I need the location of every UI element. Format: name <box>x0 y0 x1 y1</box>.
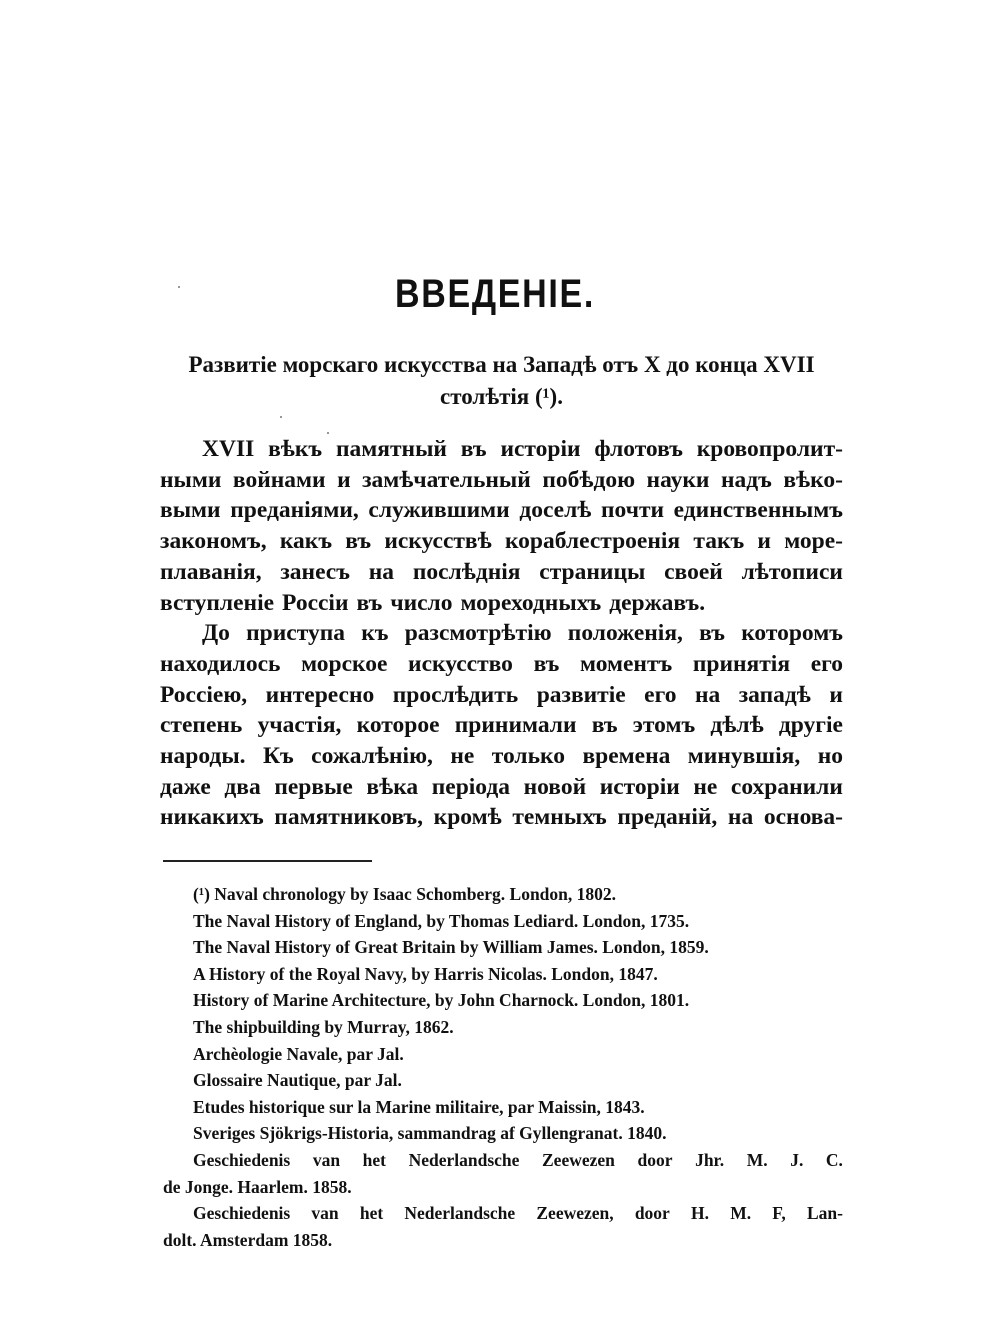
chapter-subtitle-line-2: столѣтія (¹). <box>440 384 563 409</box>
body-line: народы. Къ сожалѣнію, не только времена минувшія, но <box>160 743 843 769</box>
body-line: вступленіе Россіи въ число мореходныхъ державъ. <box>160 589 706 616</box>
body-line: никакихъ памятниковъ, кромѣ темныхъ преданій, на основа- <box>160 804 843 831</box>
footnote-line: de Jonge. Haarlem. 1858. <box>163 1176 352 1197</box>
body-line: закономъ, какъ въ искусствѣ кораблестроенія такъ и море- <box>160 528 843 555</box>
footnote-line: Archèologie Navale, par Jal. <box>193 1043 404 1064</box>
footnote-line: Etudes historique sur la Marine militaire, par Maissin, 1843. <box>193 1096 645 1117</box>
body-line: даже два первые вѣка періода новой исторіи не сохранили <box>160 773 843 800</box>
scan-speck <box>327 432 329 434</box>
body-line: Россіею, интересно прослѣдить развитіе его на западѣ и <box>160 681 843 708</box>
footnote-line: Glossaire Nautique, par Jal. <box>193 1070 402 1091</box>
footnote-line: (¹) Naval chronology by Isaac Schomberg. London, 1802. <box>193 884 617 904</box>
body-line: находилось морское искусство въ моментъ принятія его <box>160 650 843 677</box>
footnote-line: Geschiedenis van het Nederlandsche Zeewezen, door H. M. F, Lan- <box>193 1203 843 1224</box>
footnote-line: The Naval History of England, by Thomas Lediard. London, 1735. <box>193 910 690 931</box>
footnote-line: The Naval History of Great Britain by William James. London, 1859. <box>193 937 709 958</box>
chapter-heading: ВВЕДЕНІЕ. <box>394 272 596 316</box>
footnote-line: Sveriges Sjökrigs-Historia, sammandrag af Gyllengranat. 1840. <box>193 1123 667 1144</box>
footnote-line: History of Marine Architecture, by John Charnock. London, 1801. <box>193 990 690 1011</box>
body-line: выми преданіями, служившими доселѣ почти единственнымъ <box>160 497 843 524</box>
scan-speck <box>280 416 282 418</box>
body-line: ными войнами и замѣчательный побѣдою науки надъ вѣко- <box>160 466 843 493</box>
footnote-line: A History of the Royal Navy, by Harris Nicolas. London, 1847. <box>193 963 658 984</box>
body-line: плаванія, занесъ на послѣднія страницы своей лѣтописи <box>160 558 843 585</box>
footnote-line: dolt. Amsterdam 1858. <box>163 1229 333 1250</box>
body-line: До приступа къ разсмотрѣтію положенія, въ которомъ <box>202 620 843 647</box>
footnote-divider <box>163 860 372 862</box>
footnote-line: Geschiedenis van het Nederlandsche Zeewezen door Jhr. M. J. C. <box>193 1150 843 1170</box>
body-line: XVII вѣкъ памятный въ исторіи флотовъ кровопролит- <box>202 436 843 462</box>
chapter-subtitle-line-1: Развитіе морскаго искусства на Западѣ отъ X до конца XVII <box>188 352 815 377</box>
body-line: степень участія, которое принимали въ этомъ дѣлѣ другіе <box>160 712 843 739</box>
footnote-line: The shipbuilding by Murray, 1862. <box>193 1017 454 1037</box>
